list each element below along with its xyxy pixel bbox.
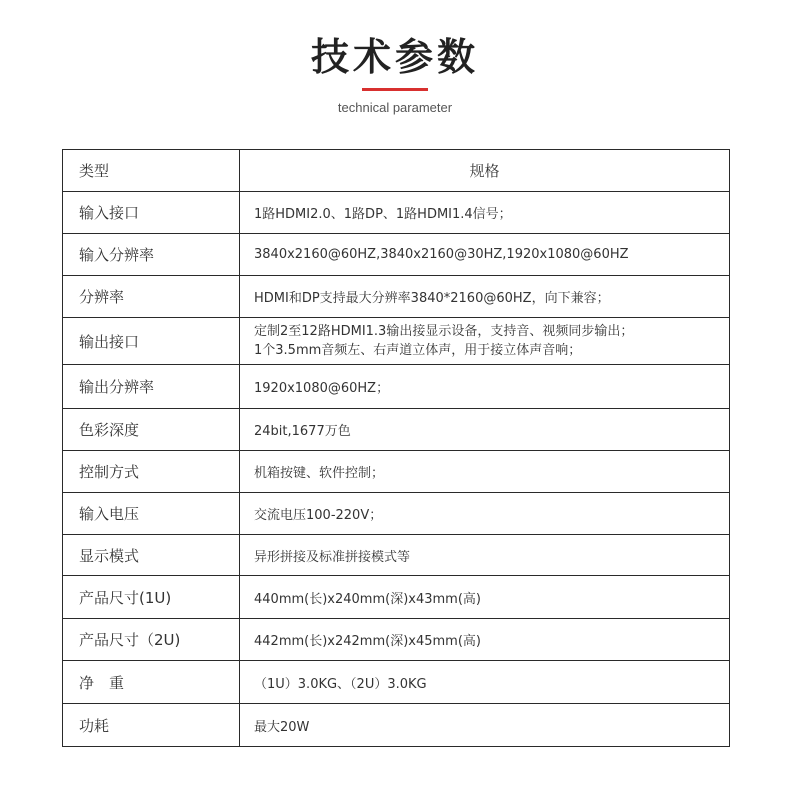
row-key: 分辨率	[63, 276, 240, 318]
table-row	[63, 234, 730, 276]
table-row	[63, 576, 730, 619]
table-row	[63, 493, 730, 535]
spec-table	[62, 149, 730, 747]
row-value: 442mm(长)x242mm(深)x45mm(高)	[240, 619, 730, 661]
row-key: 输入接口	[63, 192, 240, 234]
row-key: 控制方式	[63, 451, 240, 493]
row-value	[240, 318, 730, 365]
title-accent-bar	[362, 88, 428, 91]
row-value: 1路HDMI2.0、1路DP、1路HDMI1.4信号；	[240, 192, 730, 234]
table-row	[63, 704, 730, 747]
table-row	[63, 409, 730, 451]
row-key: 输入电压	[63, 493, 240, 535]
row-value: HDMI和DP支持最大分辨率3840*2160@60HZ，向下兼容；	[240, 276, 730, 318]
row-key: 显示模式	[63, 535, 240, 576]
table-row	[63, 318, 730, 365]
page-subtitle: technical parameter	[337, 100, 453, 115]
header-spec: 规格	[240, 150, 730, 192]
row-value: 机箱按键、软件控制；	[240, 451, 730, 493]
row-key: 产品尺寸（2U)	[63, 619, 240, 661]
row-value: 24bit,1677万色	[240, 409, 730, 451]
table-row	[63, 661, 730, 704]
row-key: 产品尺寸(1U)	[63, 576, 240, 619]
row-key: 净 重	[63, 661, 240, 704]
table-row	[63, 192, 730, 234]
row-value: 最大20W	[240, 704, 730, 747]
table-header-row	[63, 150, 730, 192]
header-type: 类型	[63, 150, 240, 192]
row-key: 功耗	[63, 704, 240, 747]
row-value-line: 定制2至12路HDMI1.3输出接显示设备，支持音、视频同步输出；	[254, 324, 634, 339]
row-value: 3840x2160@60HZ,3840x2160@30HZ,1920x1080@60HZ	[240, 234, 730, 276]
row-value: （1U）3.0KG、（2U）3.0KG	[240, 661, 730, 704]
table-row	[63, 535, 730, 576]
table-row	[63, 451, 730, 493]
table-row	[63, 619, 730, 661]
row-key: 输出分辨率	[63, 365, 240, 409]
row-key: 输出接口	[63, 318, 240, 365]
page-title: 技术参数	[310, 35, 479, 79]
row-value: 440mm(长)x240mm(深)x43mm(高)	[240, 576, 730, 619]
row-key: 输入分辨率	[63, 234, 240, 276]
table-row	[63, 365, 730, 409]
row-value-line: 1个3.5mm音频左、右声道立体声，用于接立体声音响；	[254, 343, 582, 358]
row-value: 异形拼接及标准拼接模式等	[240, 535, 730, 576]
table-row	[63, 276, 730, 318]
row-value: 交流电压100-220V；	[240, 493, 730, 535]
row-value: 1920x1080@60HZ；	[240, 365, 730, 409]
row-key: 色彩深度	[63, 409, 240, 451]
